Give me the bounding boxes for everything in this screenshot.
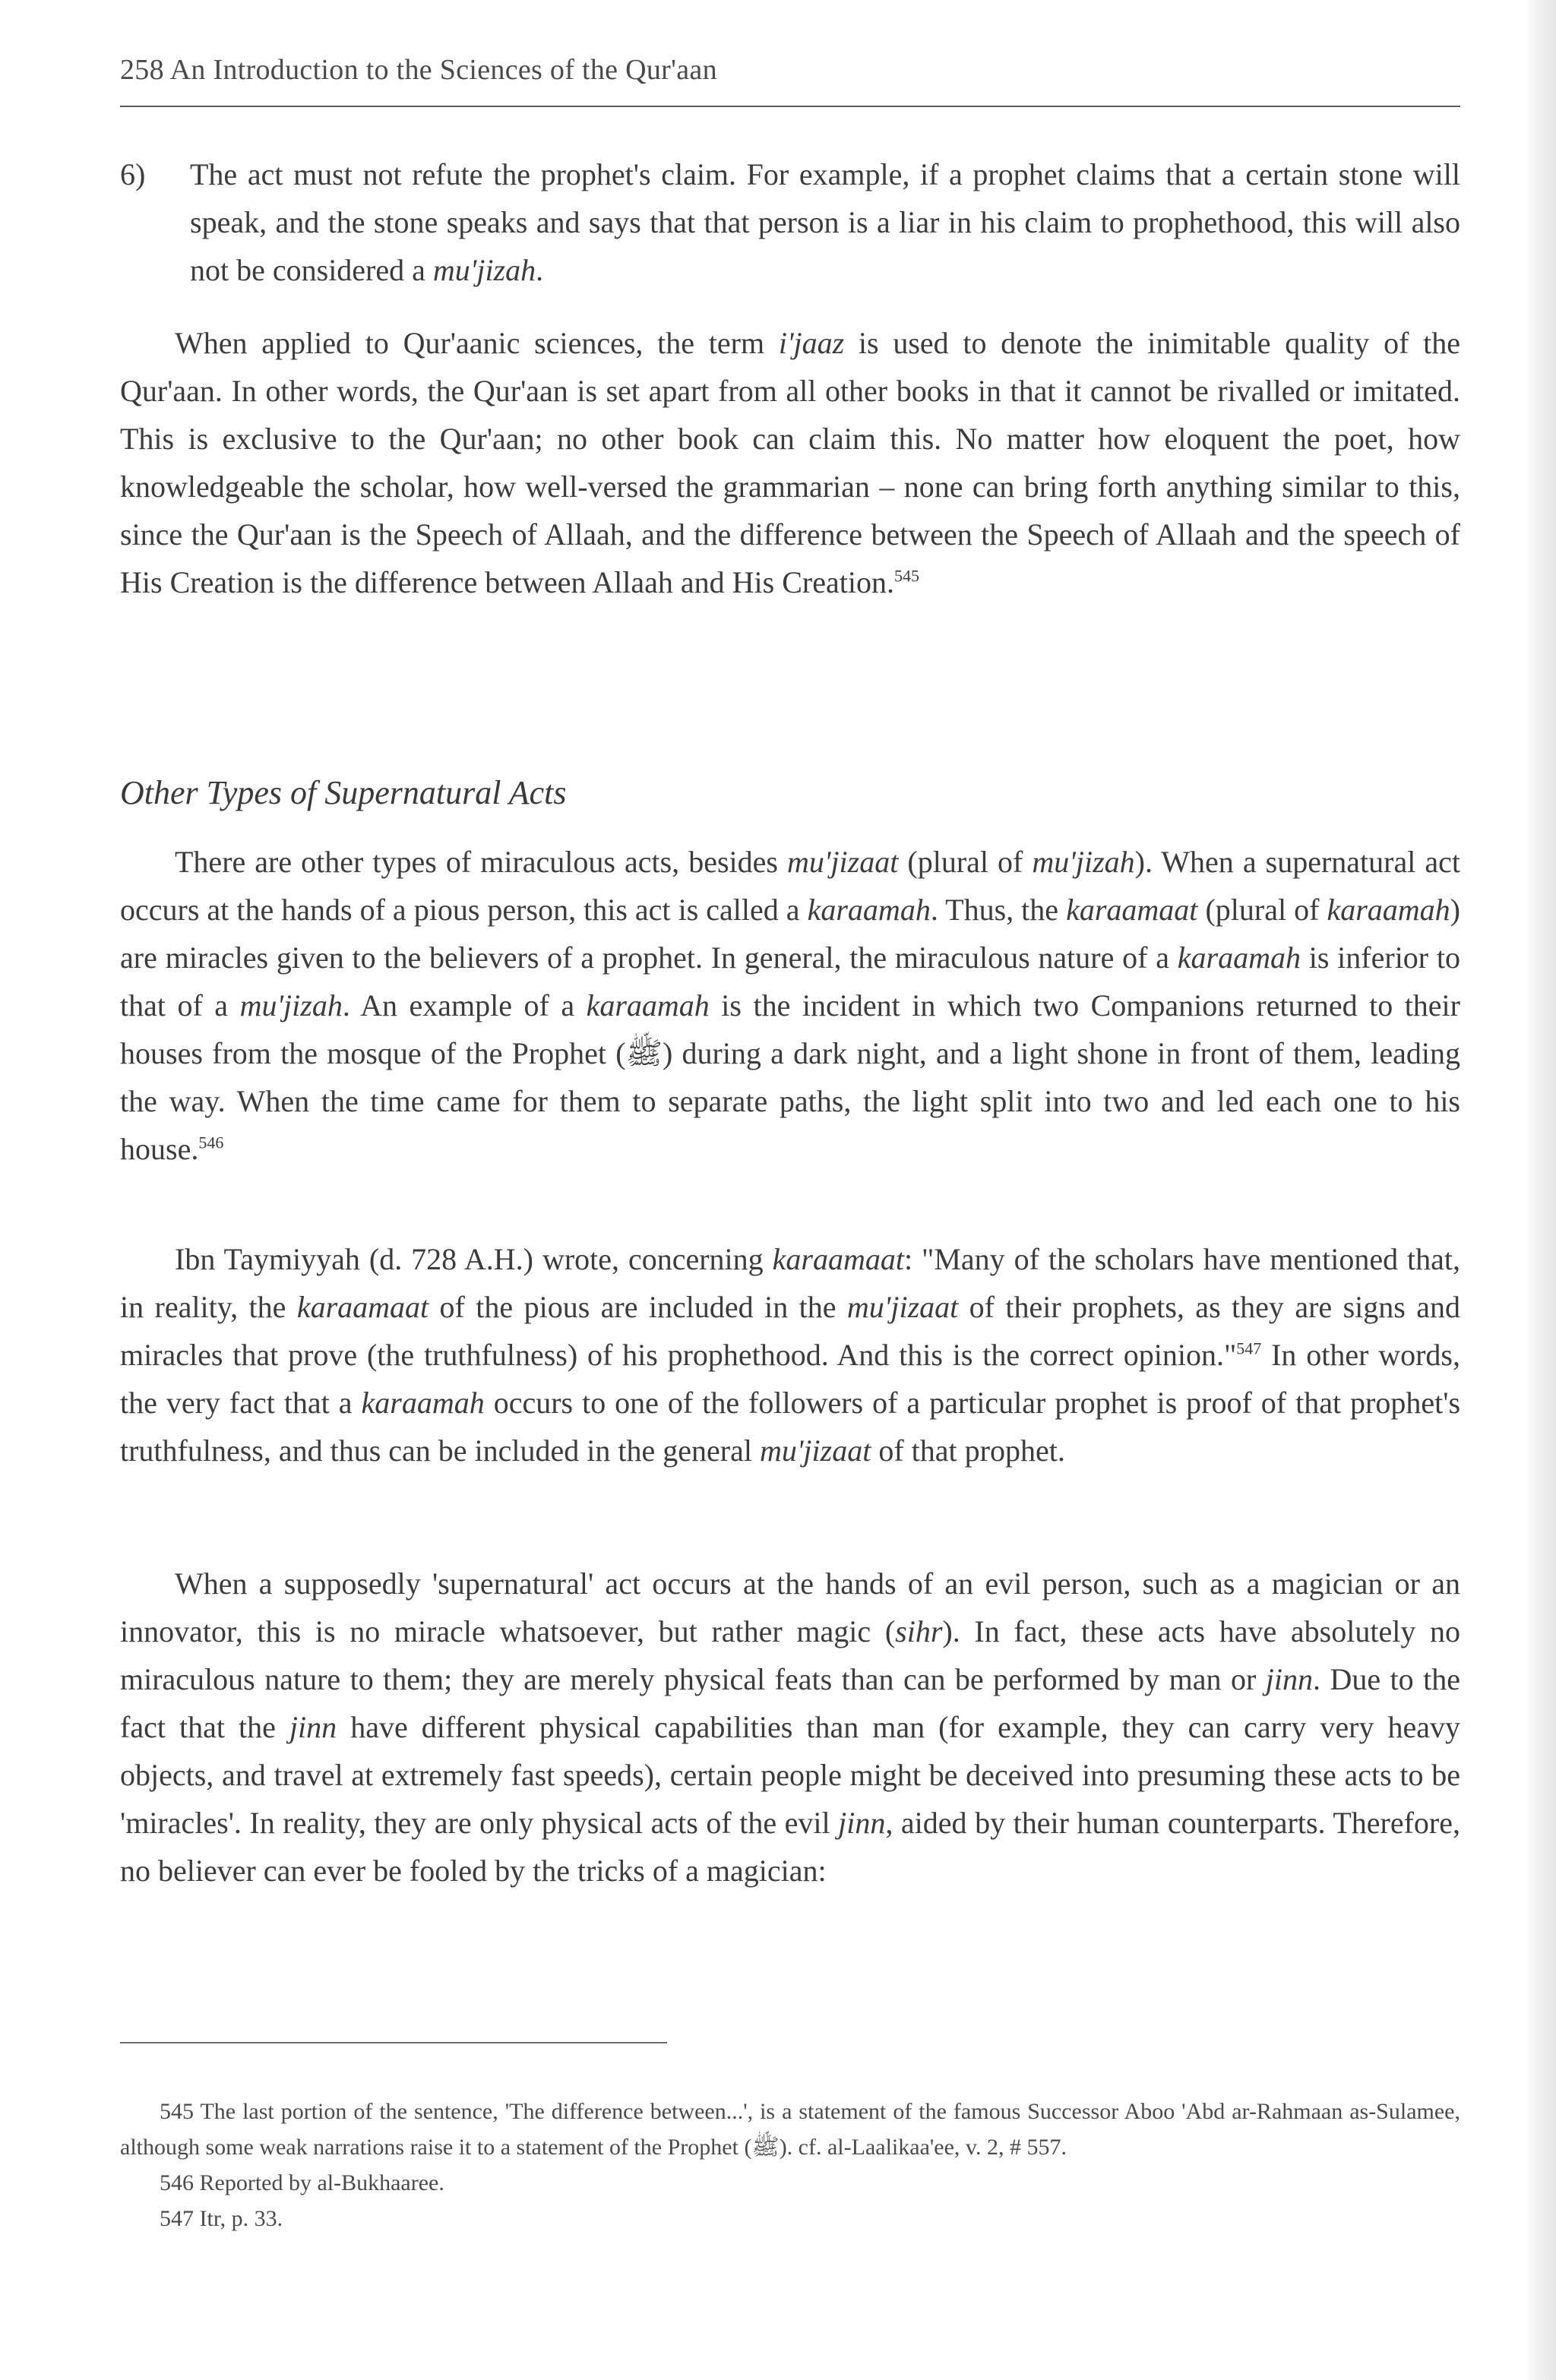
paragraph-ijaaz: When applied to Qur'aanic sciences, the term i'jaaz is used to denote the inimitable quality of the Qur'aan. In other words, the Qur'aan is set apart from all other books in that it cannot be rivalled or imitated. This is exclusive to the Qur'aan; no other book can claim this. No matter how eloquent the poet, how knowledgeable the scholar, how well-versed the grammarian – none can bring forth anything similar to this, since the Qur'aan is the Speech of Allaah, and the difference between the Speech of Allaah and the speech of His Creation is the difference between Allaah and His Creation.$^{545}$ [120,326,1460,599]
paragraph-magic: When a supposedly 'supernatural' act occurs at the hands of an evil person, such as a magician or an innovator, this is no miracle whatsoever, but rather magic (sihr). In fact, these acts have absolutely no miraculous nature to them; they are merely physical feats than can be performed by man or jinn. Due to the fact that the jinn have different physical capabilities than man (for example, they can carry very heavy objects, and travel at extremely fast speeds), certain people might be deceived into presuming these acts to be 'miracles'. In reality, they are only physical acts of the evil jinn, aided by their human counterparts. Therefore, no believer can ever be fooled by the tricks of a magician: [120,1566,1460,1888]
list-item-number: 6) [120,157,146,191]
footnote-ref-546[interactable]: 546 [198,1133,224,1152]
footnote-545: 545 The last portion of the sentence, 'The difference between...', is a statement of the famous Successor Aboo 'Abd ar-Rahmaan as-Sulamee, although some weak narrations raise it to a statement of the Prophet (ﷺ). cf. al-Laalikaa'ee, v. 2, # 557. [120,2099,1460,2160]
paragraph-karaamah: There are other types of miraculous acts, besides mu'jizaat (plural of mu'jizah). When a supernatural act occurs at the hands of a pious person, this act is called a karaamah. Thus, the karaamaat (plural of karaamah) are miracles given to the believers of a prophet. In general, the miraculous nature of a karaamah is inferior to that of a mu'jizah. An example of a karaamah is the incident in which two Companions returned to their houses from the mosque of the Prophet (ﷺ) during a dark night, and a light shone in front of them, leading the way. When the time came for them to separate paths, the light split into two and led each one to his house.$^{546}$ [120,845,1461,1166]
footnote-ref-547[interactable]: 547 [1236,1339,1262,1358]
page-edge-shadow [1526,0,1556,2380]
list-item-6 [120,150,1460,294]
footnote-547: 547 Itr, p. 33. [160,2206,283,2231]
footnote-rule [120,2042,667,2043]
list-item-body: The act must not refute the prophet's claim. For example, if a prophet claims that a certain stone will speak, and the stone speaks and says that that person is a liar in his claim to prophethood, this will also not be considered a mu'jizah. [190,157,1460,287]
footnotes [120,2094,1460,2236]
header-rule [120,106,1460,107]
section-heading: Other Types of Supernatural Acts [120,774,567,811]
footnote-546: 546 Reported by al-Bukhaaree. [160,2170,444,2195]
running-head: 258 An Introduction to the Sciences of the Qur'aan [120,54,717,86]
footnote-ref-545[interactable]: 545 [893,566,919,586]
paragraph-taymiyyah: Ibn Taymiyyah (d. 728 A.H.) wrote, concerning karaamaat: "Many of the scholars have mentioned that, in reality, the karaamaat of the pious are included in the mu'jizaat of their prophets, as they are signs and miracles that prove (the truthfulness) of his prophethood. And this is the correct opinion."$^{547}$ In other words, the very fact that a karaamah occurs to one of the followers of a particular prophet is proof of that prophet's truthfulness, and thus can be included in the general mu'jizaat of that prophet. [120,1242,1461,1468]
